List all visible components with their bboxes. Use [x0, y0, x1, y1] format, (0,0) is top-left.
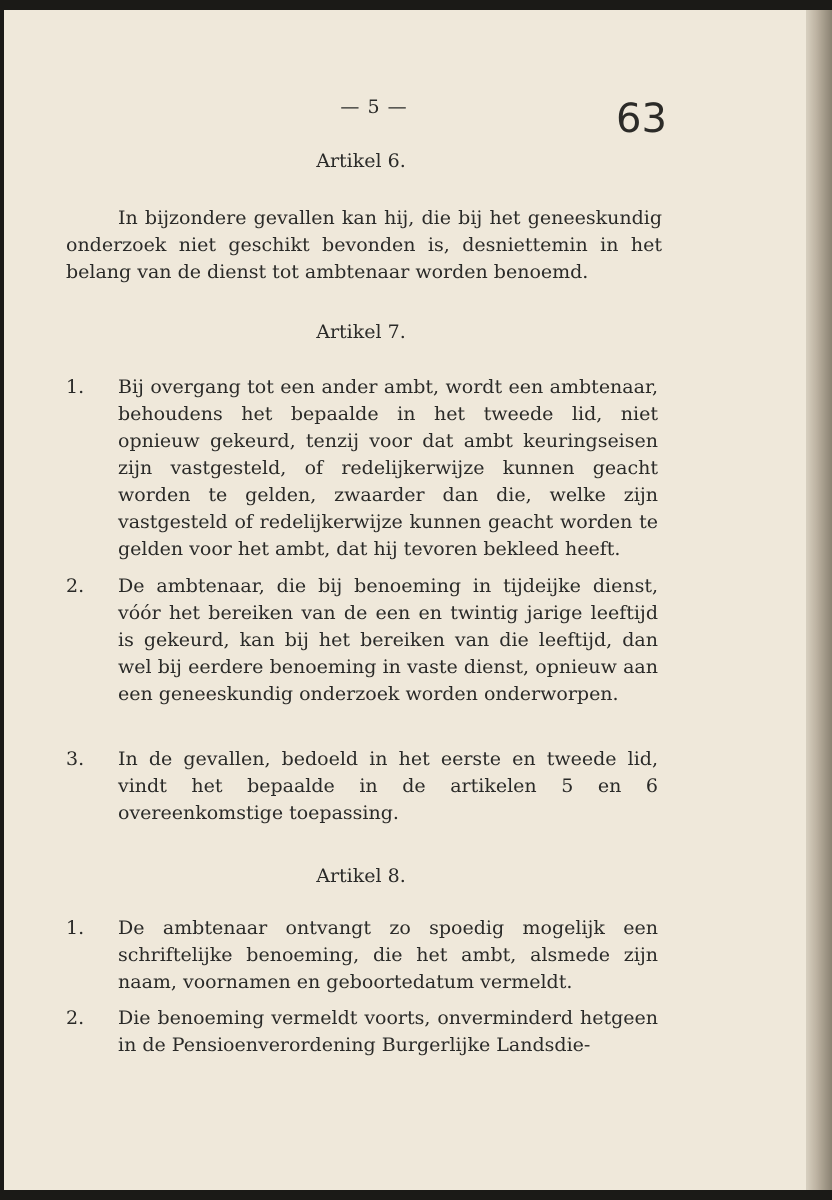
- item-number: 1.: [66, 376, 85, 398]
- item-number: 2.: [66, 575, 85, 597]
- item-text: De ambtenaar ontvangt zo spoedig mogelijk een schriftelijke benoeming, die het ambt, alsmede zijn naam, voornamen en geboortedatum vermeldt.: [118, 917, 658, 993]
- artikel-6-heading: Artikel 6.: [316, 150, 406, 172]
- artikel-8-heading: Artikel 8.: [316, 865, 406, 887]
- page-edge-shadow: [806, 10, 832, 1190]
- item-number: 2.: [66, 1007, 85, 1029]
- stamped-page-number: 63: [616, 96, 667, 142]
- item-number: 1.: [66, 917, 85, 939]
- page-number: — 5 —: [340, 96, 408, 118]
- item-text: In de gevallen, bedoeld in het eerste en tweede lid, vindt het bepaalde in de artikelen 5 en 6 overeenkomstige toepassing.: [118, 748, 658, 824]
- item-number: 3.: [66, 748, 85, 770]
- item-text: Bij overgang tot een ander ambt, wordt een ambtenaar, behoudens het bepaalde in het tweede lid, niet opnieuw gekeurd, tenzij voor dat ambt keuringseisen zijn vastgesteld, of redelijkerwijze kunnen geacht worden te gelden, zwaarder dan die, welke zijn vastgesteld of redelijkerwijze kunnen geacht worden te gelden voor het ambt, dat hij tevoren bekleed heeft.: [118, 376, 658, 560]
- artikel-7-heading: Artikel 7.: [316, 321, 406, 343]
- artikel-6-text: In bijzondere gevallen kan hij, die bij het geneeskundig onderzoek niet geschikt bevonden is, desniettemin in het belang van de dienst tot ambtenaar worden benoemd.: [66, 207, 662, 283]
- scan-border: [0, 1190, 832, 1200]
- item-text: De ambtenaar, die bij benoeming in tijdeijke dienst, vóór het bereiken van de een en twintig jarige leeftijd is gekeurd, kan bij het bereiken van die leeftijd, dan wel bij eerdere benoeming in vaste dienst, opnieuw aan een geneeskundig onderzoek worden onderworpen.: [118, 575, 658, 705]
- document-page: [4, 10, 806, 1190]
- item-text: Die benoeming vermeldt voorts, onverminderd hetgeen in de Pensioenverordening Burgerlijke Landsdie-: [118, 1007, 658, 1056]
